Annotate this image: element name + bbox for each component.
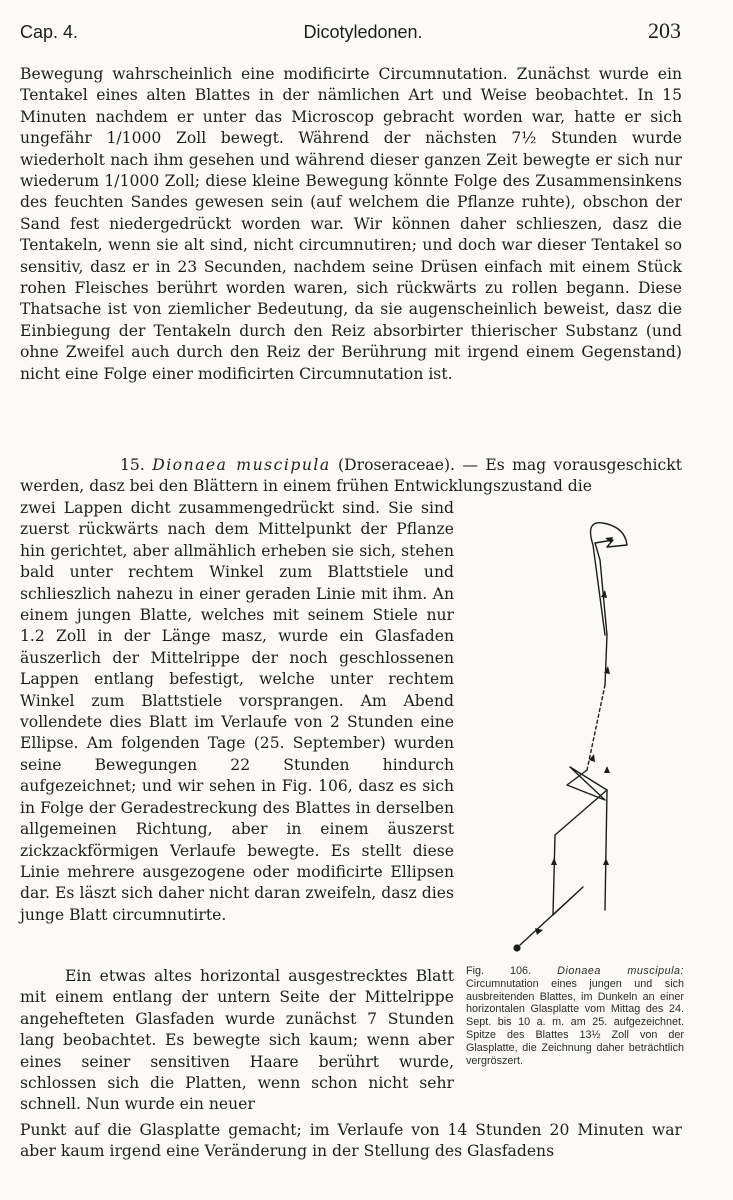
chapter-label: Cap. 4.	[20, 22, 79, 42]
paragraph-tentacle: Bewegung wahrscheinlich eine modificirte Circumnutation. Zunächst wurde ein Tentakel eines alten Blattes in der nämlichen Art und Weise beobachtet. In 15 Minuten nachdem er unter das Microscop gebracht worden war, hatte er sich ungefähr 1/1000 Zoll bewegt. Während der nächsten 7½ Stunden wurde wiederholt nach ihm gesehen und während dieser ganzen Zeit bewegte er sich nur wiederum 1/1000 Zoll; diese kleine Bewegung könnte Folge des Zusammensinkens des feuchten Sandes gewesen sein (auf welchem die Pflanze ruhte), obschon der Sand fest niedergedrückt worden war. Wir können daher schlieszen, dasz die Tentakeln, wenn sie alt sind, nicht circumnutiren; und doch war dieser Tentakel so sensitiv, dasz er in 23 Secunden, nachdem seine Drüsen einfach mit einem Stück rohen Fleisches berührt worden waren, sich rückwärts zu rollen begann. Diese Thatsache ist von ziemlicher Bedeutung, da sie augenscheinlich beweist, dasz die Einbiegung der Tentakeln durch den Reiz absorbirter thierischer Substanz (und ohne Zweifel auch durch den Reiz der Berührung mit irgend einem Gegenstand) nicht eine Folge einer modificirten Circumnutation ist.	[20, 65, 682, 383]
arrow-marker	[535, 928, 543, 935]
figure-species: Dionaea muscipula:	[557, 965, 685, 977]
paragraph-dionaea-first-lines	[20, 455, 682, 498]
section-number: 15.	[120, 456, 145, 474]
page-number: 203	[648, 18, 681, 43]
paragraph-continuation: Punkt auf die Glasplatte gemacht; im Verlaufe von 14 Stunden 20 Minuten war aber kaum irgend eine Veränderung in der Stellung des Glasfadens	[20, 1121, 682, 1161]
trace-upper-line	[605, 635, 607, 685]
running-header	[20, 18, 681, 48]
figure-caption-text: Circumnutation eines jungen und sich ausbreitenden Blattes, im Dunkeln an einer horizontalen Glasplatte vom Mittag des 24. Sept. bis 10 a. m. am 25. aufgezeichnet. Spitze des Blattes 13½ Zoll von der Glasplatte, die Zeichnung daher beträchtlich vergröszert.	[466, 977, 684, 1067]
figure-caption	[466, 965, 684, 1067]
trace-lower-loop	[520, 790, 607, 945]
first-line-rest: — Es mag vorausgeschickt werden, dasz bei den Blättern in einem frühen Entwicklungszustand die	[20, 456, 682, 496]
paragraph-dionaea-body: zwei Lappen dicht zusammengedrückt sind. Sie sind zuerst rückwärts nach dem Mittelpunkt der Pflanze hin gerichtet, aber allmählich erheben sie sich, stehen bald unter rechtem Winkel zum Blattstiele und schlieszlich nahezu in einer geraden Linie mit ihm. An einem jungen Blatte, welches mit seinem Stiele nur 1.2 Zoll in der Länge masz, wurde ein Glasfaden äuszerlich der Mittelrippe der noch geschlossenen Lappen entlang befestigt, welche unter rechtem Winkel zum Blattstiele vorsprangen. Am Abend vollendete dies Blatt im Verlaufe von 2 Stunden eine Ellipse. Am folgenden Tage (25. September) wurden seine Bewegungen 22 Stunden hindurch aufgezeichnet; und wir sehen in Fig. 106, dasz es sich in Folge der Geradestreckung des Blattes in derselben allgemeinen Richtung, aber in einem äuszerst zickzackförmigen Verlaufe bewegte. Es stellt diese Linie mehrere ausgezogene oder modificirte Ellipsen dar. Es läszt sich daher nicht daran zweifeln, dasz dies junge Blatt circumnutirte.	[20, 499, 454, 924]
paragraph-old-leaf: Ein etwas altes horizontal ausgestrecktes Blatt mit einem entlang der untern Seite der Mittelrippe angehefteten Glasfaden wurde zunächst 7 Stunden lang beobachtet. Es bewegte sich kaum; wenn aber eines seiner sensitiven Haare berührt wurde, schlossen sich die Platten, wenn schon nicht sehr schnell. Nun wurde ein neuer	[20, 967, 454, 1114]
arrow-marker	[601, 590, 607, 598]
arrow-marker	[551, 858, 557, 865]
trace-zigzag-mid	[567, 767, 607, 910]
family-name: (Droseraceae).	[338, 456, 455, 474]
arrow-marker	[603, 858, 609, 865]
header-title: Dicotyledonen.	[303, 22, 423, 42]
circumnutation-figure	[485, 505, 645, 955]
arrow-marker	[604, 766, 610, 773]
paragraph-dionaea	[20, 455, 682, 498]
trace-dotted-segment	[587, 685, 605, 770]
species-name: Dionaea muscipula	[152, 456, 331, 474]
trace-start-dot	[513, 944, 520, 951]
figure-number: Fig. 106.	[466, 965, 532, 977]
